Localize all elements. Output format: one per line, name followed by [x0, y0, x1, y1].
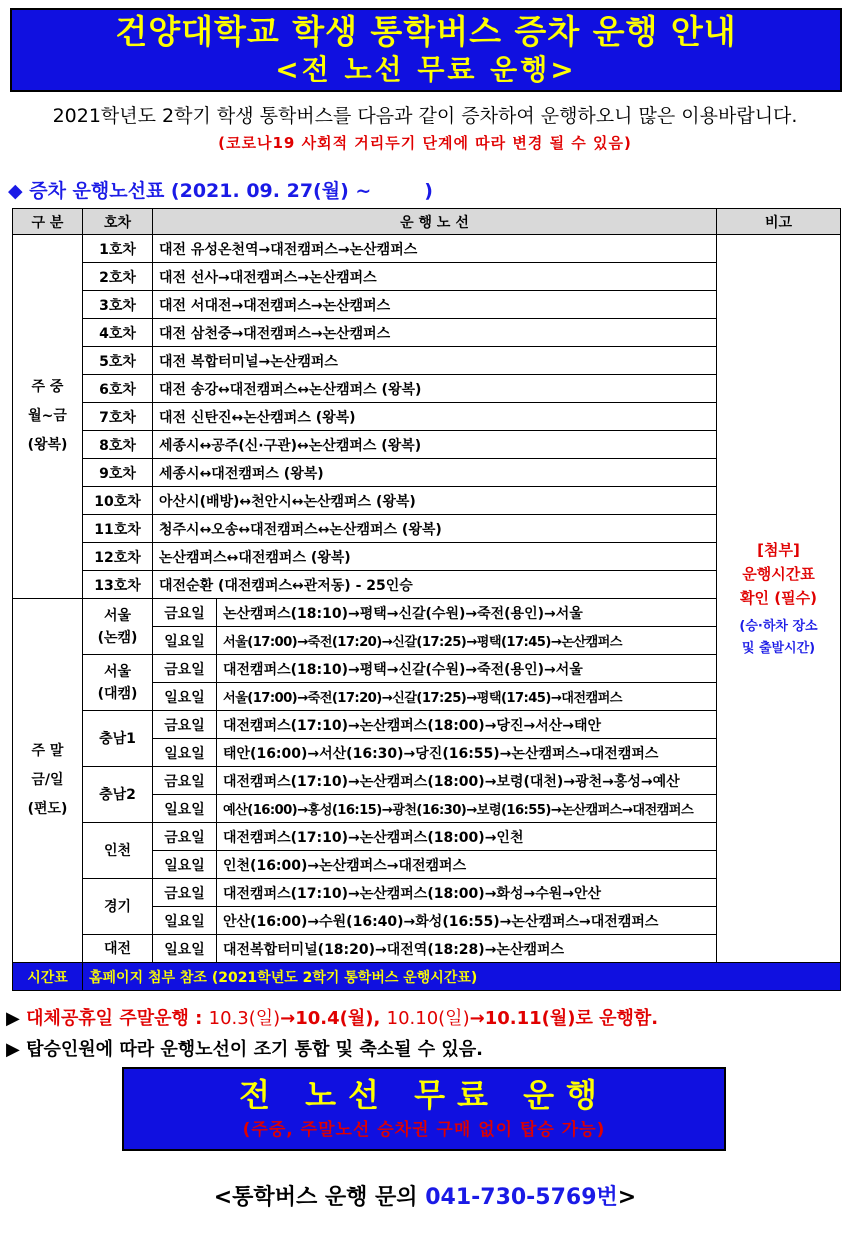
route-text: 대전캠퍼스(17:10)→논산캠퍼스(18:00)→당진→서산→태안 — [217, 711, 717, 739]
route-text: 대전캠퍼스(17:10)→논산캠퍼스(18:00)→보령(대천)→광천→홍성→예산 — [217, 767, 717, 795]
route-text: 인천(16:00)→논산캠퍼스→대전캠퍼스 — [217, 851, 717, 879]
route-text: 대전 유성온천역→대전캠퍼스→논산캠퍼스 — [153, 235, 717, 263]
region-label-line: 인천 — [103, 842, 132, 859]
route-text: 대전 삼천중→대전캠퍼스→논산캠퍼스 — [153, 319, 717, 347]
table-row — [13, 935, 841, 963]
bullet-marker-icon: ▶ — [6, 1008, 20, 1029]
bus-number: 7호차 — [83, 403, 153, 431]
route-text: 세종시↔대전캠퍼스 (왕복) — [153, 459, 717, 487]
intro-text: 2021학년도 2학기 학생 통학버스를 다음과 같이 증차하여 운행하오니 많은 이용바랍니다. — [52, 105, 798, 127]
region-label — [83, 655, 153, 711]
region-label-line: 서울 — [103, 663, 132, 680]
note-departure: 및 출발시간) — [741, 640, 816, 656]
contact-info — [0, 1180, 850, 1211]
holiday-arrow-1: → — [280, 1008, 296, 1029]
merge-text: 탑승인원에 따라 운행노선이 조기 통합 및 축소될 수 있음. — [26, 1039, 484, 1060]
holiday-label: 대체공휴일 주말운행 : — [26, 1008, 203, 1029]
bullet-marker-icon: ▶ — [6, 1039, 20, 1060]
day-label: 일요일 — [153, 683, 217, 711]
region-label-line: 충남1 — [99, 730, 136, 747]
table-row — [13, 879, 841, 907]
table-row — [13, 767, 841, 795]
note-timetable: 운행시간표 — [742, 564, 815, 583]
route-text: 대전 송강↔대전캠퍼스↔논산캠퍼스 (왕복) — [153, 375, 717, 403]
route-text: 청주시↔오송↔대전캠퍼스↔논산캠퍼스 (왕복) — [153, 515, 717, 543]
table-row — [13, 599, 841, 627]
day-label: 금요일 — [153, 655, 217, 683]
day-label: 일요일 — [153, 795, 217, 823]
group-label-line: (왕복) — [27, 437, 68, 453]
timetable-label: 시간표 — [13, 963, 83, 991]
header-route: 운 행 노 선 — [153, 209, 717, 235]
table-row — [13, 711, 841, 739]
route-text: 아산시(배방)↔천안시↔논산캠퍼스 (왕복) — [153, 487, 717, 515]
holiday-date-2: 10.4(월), — [295, 1008, 381, 1029]
route-text: 태안(16:00)→서산(16:30)→당진(16:55)→논산캠퍼스→대전캠퍼스 — [217, 739, 717, 767]
bullet-merge — [6, 1034, 658, 1065]
notice-bullets — [6, 1003, 658, 1065]
page-title: 건양대학교 학생 통학버스 증차 운행 안내 — [115, 12, 737, 51]
route-text: 대전 신탄진↔논산캠퍼스 (왕복) — [153, 403, 717, 431]
bus-number: 3호차 — [83, 291, 153, 319]
day-label: 금요일 — [153, 767, 217, 795]
region-label — [83, 823, 153, 879]
title-banner — [10, 8, 842, 92]
bus-number: 5호차 — [83, 347, 153, 375]
day-label: 금요일 — [153, 711, 217, 739]
bus-number: 4호차 — [83, 319, 153, 347]
bus-number: 6호차 — [83, 375, 153, 403]
route-text: 서울(17:00)→죽전(17:20)→신갈(17:25)→평택(17:45)→논산캠퍼스 — [217, 627, 717, 655]
route-text: 대전 선사→대전캠퍼스→논산캠퍼스 — [153, 263, 717, 291]
group-label-line: 금/일 — [31, 772, 64, 788]
day-label: 일요일 — [153, 851, 217, 879]
region-label-line: 충남2 — [99, 786, 136, 803]
table-row — [13, 459, 841, 487]
contact-phone: 041-730-5769번 — [425, 1185, 618, 1210]
timetable-text: 홈페이지 첨부 참조 (2021학년도 2학기 통학버스 운행시간표) — [83, 963, 841, 991]
day-label: 금요일 — [153, 823, 217, 851]
table-row — [13, 823, 841, 851]
table-row — [13, 543, 841, 571]
header-category: 구 분 — [13, 209, 83, 235]
group-label-line: (편도) — [27, 801, 68, 817]
table-row — [13, 431, 841, 459]
region-label-line: 서울 — [103, 607, 132, 624]
timetable-row — [13, 963, 841, 991]
route-text: 대전 서대전→대전캠퍼스→논산캠퍼스 — [153, 291, 717, 319]
table-header-row — [13, 209, 841, 235]
holiday-date-1: 10.3(일) — [208, 1008, 281, 1029]
route-text: 대전복합터미널(18:20)→대전역(18:28)→논산캠퍼스 — [217, 935, 717, 963]
region-label-line: (논캠) — [97, 629, 138, 646]
day-label: 일요일 — [153, 935, 217, 963]
group-label-line: 월~금 — [28, 408, 67, 424]
day-label: 일요일 — [153, 627, 217, 655]
table-row — [13, 655, 841, 683]
holiday-tail: 로 운행함. — [575, 1008, 659, 1029]
note-cell — [717, 235, 841, 963]
table-row — [13, 291, 841, 319]
route-text: 예산(16:00)→홍성(16:15)→광천(16:30)→보령(16:55)→논산캠퍼스→대전캠퍼스 — [217, 795, 717, 823]
table-row — [13, 375, 841, 403]
bus-number: 1호차 — [83, 235, 153, 263]
day-label: 금요일 — [153, 879, 217, 907]
bullet-holiday — [6, 1003, 658, 1034]
holiday-date-4: 10.11(월) — [484, 1008, 576, 1029]
table-row — [13, 319, 841, 347]
region-label-line: 경기 — [103, 898, 132, 915]
free-service-subtitle: (주중, 주말노선 승차권 구매 없이 탑승 가능) — [242, 1120, 606, 1140]
day-label: 금요일 — [153, 599, 217, 627]
contact-close: > — [617, 1185, 637, 1210]
region-label — [83, 711, 153, 767]
route-text: 대전캠퍼스(17:10)→논산캠퍼스(18:00)→화성→수원→안산 — [217, 879, 717, 907]
bus-number: 10호차 — [83, 487, 153, 515]
free-service-title: 전 노선 무료 운행 — [239, 1076, 609, 1114]
table-row — [13, 235, 841, 263]
weekend-group-label — [13, 599, 83, 963]
route-text: 대전 복합터미널→논산캠퍼스 — [153, 347, 717, 375]
bus-number: 13호차 — [83, 571, 153, 599]
day-label: 일요일 — [153, 907, 217, 935]
region-label — [83, 767, 153, 823]
table-row — [13, 263, 841, 291]
bus-number: 9호차 — [83, 459, 153, 487]
route-text: 대전캠퍼스(18:10)→평택→신갈(수원)→죽전(용인)→서울 — [217, 655, 717, 683]
holiday-arrow-2: → — [469, 1008, 485, 1029]
bus-number: 2호차 — [83, 263, 153, 291]
page-subtitle: <전 노선 무료 운행> — [275, 53, 577, 86]
note-attach: [첨부] — [757, 540, 800, 559]
table-row — [13, 571, 841, 599]
region-label-line: 대전 — [103, 940, 132, 957]
route-text: 논산캠퍼스(18:10)→평택→신갈(수원)→죽전(용인)→서울 — [217, 599, 717, 627]
table-row — [13, 515, 841, 543]
route-text: 논산캠퍼스↔대전캠퍼스 (왕복) — [153, 543, 717, 571]
group-label-line: 주 중 — [31, 379, 64, 395]
bus-number: 8호차 — [83, 431, 153, 459]
header-bus: 호차 — [83, 209, 153, 235]
region-label — [83, 935, 153, 963]
bus-number: 12호차 — [83, 543, 153, 571]
weekday-group-label — [13, 235, 83, 599]
table-row — [13, 403, 841, 431]
holiday-date-3: 10.10(일) — [386, 1008, 470, 1029]
table-row — [13, 487, 841, 515]
region-label — [83, 599, 153, 655]
route-text: 안산(16:00)→수원(16:40)→화성(16:55)→논산캠퍼스→대전캠퍼스 — [217, 907, 717, 935]
free-service-banner — [122, 1067, 726, 1151]
covid-notice: (코로나19 사회적 거리두기 단계에 따라 변경 될 수 있음) — [218, 134, 632, 152]
header-note: 비고 — [717, 209, 841, 235]
section-heading: ◆ 증차 운행노선표 (2021. 09. 27(월) ~ ) — [8, 180, 433, 202]
group-label-line: 주 말 — [31, 743, 64, 759]
day-label: 일요일 — [153, 739, 217, 767]
note-check: 확인 (필수) — [740, 588, 817, 607]
route-text: 세종시↔공주(신·구관)↔논산캠퍼스 (왕복) — [153, 431, 717, 459]
route-text: 대전순환 (대전캠퍼스↔관저동) - 25인승 — [153, 571, 717, 599]
bus-number: 11호차 — [83, 515, 153, 543]
route-text: 대전캠퍼스(17:10)→논산캠퍼스(18:00)→인천 — [217, 823, 717, 851]
contact-label: <통학버스 운행 문의 — [213, 1185, 418, 1210]
region-label — [83, 879, 153, 935]
route-text: 서울(17:00)→죽전(17:20)→신갈(17:25)→평택(17:45)→대전캠퍼스 — [217, 683, 717, 711]
route-table — [12, 208, 841, 991]
region-label-line: (대캠) — [97, 685, 138, 702]
note-stops: (승·하차 장소 — [739, 618, 818, 634]
table-row — [13, 347, 841, 375]
